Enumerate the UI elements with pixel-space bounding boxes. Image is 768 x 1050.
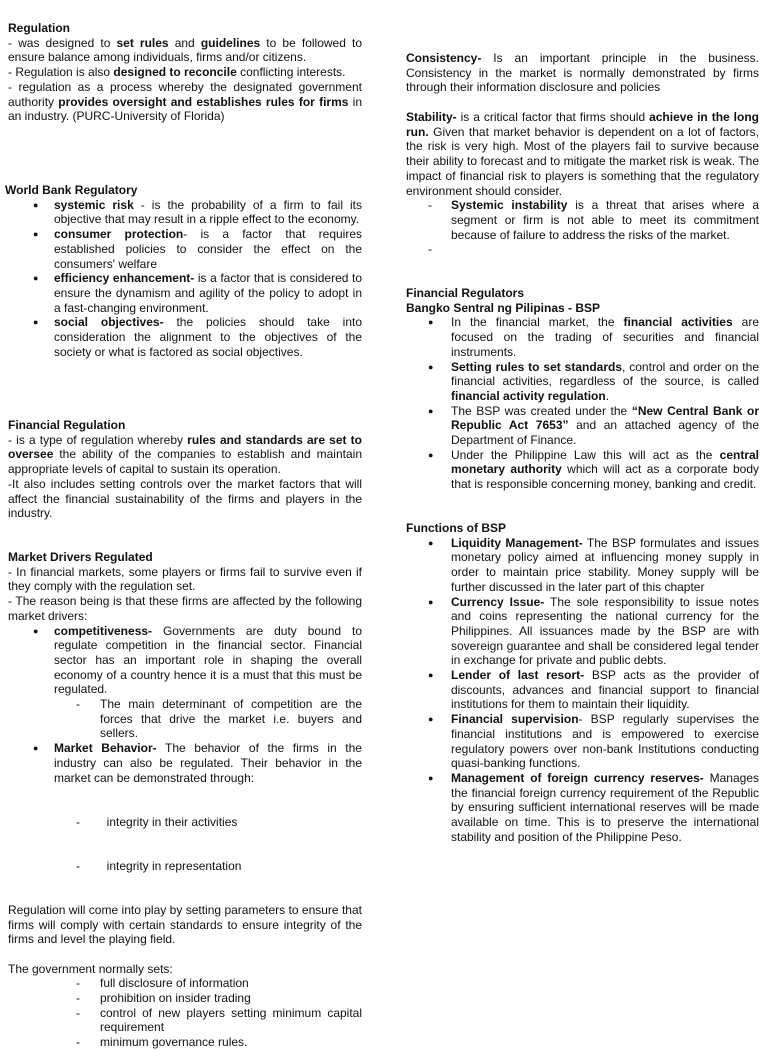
regulation-reconcile: - Regulation is also designed to reconcile conflicting interests. [8, 65, 346, 80]
list-item: - integrity in their activities [8, 815, 362, 830]
list-item: ● social objectives- the policies should take into consideration the alignment to the objectives of the society or what is factored as social objectives. [8, 315, 362, 359]
list-item: ● Currency Issue- The sole responsibility to issue notes and coins representing the national currency for the Philippines. All issuances made by the BSP are with sovereign guarantee and shall be considered legal tender in exchange for private and public debts. [406, 595, 759, 669]
stability-paragraph: Stability- is a critical factor that firms should achieve in the long run. Given that market behavior is dependent on a lot of factors, the risk is very high. Most of the players fail to survive because their ability to forecast and to mitigate the market risk is weak. The impact of financial risk to players is something that the regulatory environment should consider. [406, 110, 759, 198]
regulators-list [406, 315, 759, 491]
regulation-heading: Regulation [8, 21, 70, 35]
list-item: ● efficiency enhancement- is a factor that is considered to ensure the dynamism and agility of the policy to adopt in a fast-changing environment. [8, 271, 362, 315]
government-sets-list [8, 976, 362, 1050]
market-drivers-list [8, 624, 362, 698]
list-item: ● Financial supervision- BSP regularly supervises the financial institutions and is empowered to exercise regulatory powers over non-bank Institutions conducting quasi-banking functions. [406, 712, 759, 771]
list-item: - minimum governance rules. [8, 1035, 362, 1050]
regulation-process: - regulation as a process whereby the designated government authority provides oversight and establishes rules for firms in an industry. (PURC-University of Florida) [8, 79, 362, 124]
list-item: - integrity in representation [8, 859, 362, 874]
financial-regulation-heading: Financial Regulation [8, 418, 126, 432]
market-drivers-intro: - In financial markets, some players or firms fail to survive even if they comply with the regulation set. [8, 564, 362, 594]
stability-section [406, 110, 759, 257]
market-drivers-section [8, 550, 362, 1050]
consistency-section [406, 51, 759, 95]
systemic-list [406, 198, 759, 242]
list-item: ● Setting rules to set standards, control and order on the financial activities, regardless of the source, is called financial activity regulation. [406, 360, 759, 404]
world-bank-section [5, 183, 362, 359]
financial-regulation-controls: -It also includes setting controls over the market factors that will affect the financial sustainability of the firms and players in the industry. [8, 476, 362, 521]
government-sets-intro: The government normally sets: [8, 961, 173, 976]
behavior-sublist [8, 785, 362, 903]
list-item: - full disclosure of information [8, 976, 362, 991]
functions-list [406, 536, 759, 845]
list-item: ● Management of foreign currency reserves- Manages the financial foreign currency requirement of the Republic by ensuring sufficient international reserves will be made available on time. This is to preserve the international stability and position of the Philippine Peso. [406, 771, 759, 845]
financial-regulation-definition: - is a type of regulation whereby rules and standards are set to oversee the ability of the companies to establish and maintain appropriate levels of capital to sustain its operation. [8, 432, 362, 477]
world-bank-list [5, 198, 362, 360]
market-drivers-heading: Market Drivers Regulated [8, 550, 153, 564]
regulators-section [406, 286, 759, 492]
list-item: ● Market Behavior- The behavior of the firms in the industry can also be regulated. Their behavior in the market can be demonstrated through: [8, 741, 362, 785]
list-item: ● competitiveness- Governments are duty bound to regulate competition in the financial sector. Financial sector has an important role in shaping the overall economy of a country hence it is a must that this must be regulated. [8, 624, 362, 698]
functions-section [406, 521, 759, 844]
empty-dash: - [428, 242, 432, 257]
financial-regulation-section [8, 418, 362, 521]
market-behavior-list [8, 741, 362, 785]
list-item: - Systemic instability is a threat that arises where a segment or firm is not able to meet its commitment because of failure to address the risks of the market. [406, 198, 759, 242]
regulation-section [8, 21, 362, 124]
list-item: - control of new players setting minimum capital requirement [8, 1006, 362, 1035]
regulators-heading: Financial Regulators [406, 286, 525, 300]
world-bank-heading: World Bank Regulatory [5, 183, 138, 197]
list-item: ● Liquidity Management- The BSP formulates and issues monetary policy aimed at influencing money supply in order to maintain price stability. Money supply will be further discussed in the later part of this chapter [406, 536, 759, 595]
list-item: ● consumer protection- is a factor that requires established policies to consider the effect on the consumers' welfare [8, 227, 362, 271]
functions-heading: Functions of BSP [406, 521, 506, 535]
list-item: ● Lender of last resort- BSP acts as the provider of discounts, advances and financial support to financial institutions for them to maintain their liquidity. [406, 668, 759, 712]
market-drivers-reason: - The reason being is that these firms are affected by the following market drivers: [8, 594, 362, 623]
list-item: ● Under the Philippine Law this will act as the central monetary authority which will act as a corporate body that is responsible concerning money, banking and credit. [406, 448, 759, 492]
list-item: ● The BSP was created under the “New Central Bank or Republic Act 7653” and an attached agency of the Department of Finance. [406, 404, 759, 448]
regulation-parameters: Regulation will come into play by setting parameters to ensure that firms will comply with certain standards to ensure integrity of the firms and level the playing field. [8, 902, 362, 947]
list-item: ● In the financial market, the financial activities are focused on the trading of securities and financial instruments. [406, 315, 759, 359]
consistency-paragraph: Consistency- Is an important principle in the business. Consistency in the market is normally demonstrated by firms through their information disclosure and policies [406, 51, 759, 95]
list-item: ● systemic risk - is the probability of a firm to fail its objective that may result in a ripple effect to the economy. [8, 198, 362, 227]
list-item: - prohibition on insider trading [8, 991, 362, 1006]
bsp-subheading: Bangko Sentral ng Pilipinas - BSP [406, 300, 601, 315]
regulation-definition: - was designed to set rules and guidelines to be followed to ensure balance among individuals, firms and/or citizens. [8, 35, 362, 65]
list-item: - The main determinant of competition are the forces that drive the market i.e. buyers and sellers. [8, 697, 362, 741]
competitiveness-sublist [8, 697, 362, 741]
